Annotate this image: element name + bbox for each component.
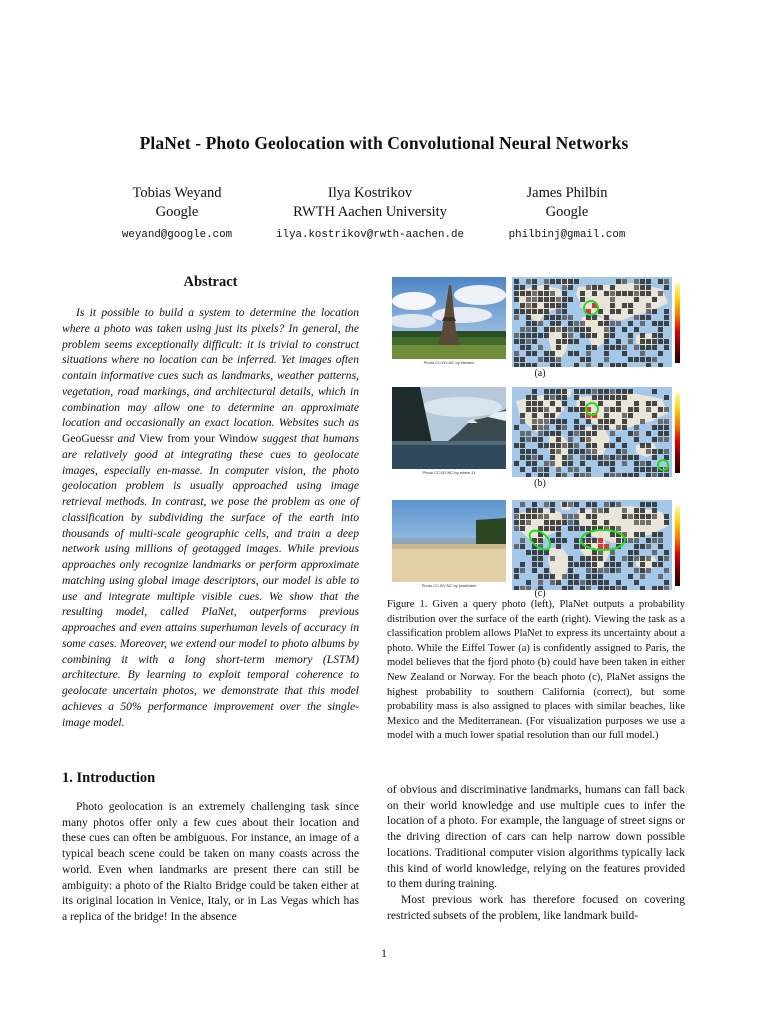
query-photo-beach	[392, 500, 506, 582]
author-affiliation: RWTH Aachen University	[293, 204, 447, 220]
prediction-highlight	[526, 527, 553, 553]
figure-panel-c	[392, 500, 688, 592]
author-name: James Philbin	[526, 185, 608, 201]
section-heading: 1. Introduction	[62, 770, 156, 786]
author-email: ilya.kostrikov@rwth-aachen.de	[276, 229, 464, 241]
intro-paragraph-continued: of obvious and discriminative landmarks, humans can fall back on their world knowledge and use multiple cues to infer the location of a photo. For example, the language of street signs or the driving direction of cars can help narrow down possible locations. Traditional computer vision algorithms typically lack this kind of world knowledge, relying on the features provided to them during training.	[387, 783, 685, 891]
abstract-body	[62, 305, 359, 730]
photo-credit: Photo CC-BY-NC by edwin.11	[422, 470, 476, 475]
probability-map	[512, 387, 672, 477]
figure-panel-a	[392, 277, 688, 369]
author-block	[447, 184, 687, 242]
figure-sublabel: (a)	[534, 368, 546, 379]
figure-sublabel: (c)	[534, 588, 546, 599]
prediction-highlight	[581, 530, 625, 550]
right-column-text	[387, 782, 685, 923]
probability-colorbar	[675, 506, 680, 586]
probability-map	[512, 277, 672, 367]
photo-credit: Photo CC-BY-NC by stevekc	[423, 360, 475, 365]
author-name: Ilya Kostrikov	[327, 185, 413, 201]
figure-sublabel: (b)	[534, 478, 546, 489]
abstract-text: and	[113, 432, 139, 445]
author-affiliation: Google	[545, 204, 589, 220]
abstract-heading: Abstract	[183, 274, 238, 290]
author-email: philbinj@gmail.com	[508, 229, 626, 241]
page-number: 1	[381, 946, 387, 960]
abstract-text: suggest that humans are relatively good at integrating these cues to geolocate images, especially en-masse. In computer vision, the photo geolocation problem is usually approached using image retrieval methods. In contrast, we pose the problem as one of classification by subdividing the surface of the earth into thousands of multi-scale geographic cells, and train a deep network using millions of geotagged images. While previous approaches only recognize landmarks or perform approximate matching using global image descriptors, our model is able to use and integrate multiple visible cues. We show that the resulting model, called PlaNet, outperforms previous approaches and even attains superhuman levels of accuracy in some cases. Moreover, we extend our model to photo albums by combining it with a long short-term memory (LSTM) architecture. By learning to exploit temporal coherence to geolocate uncertain photos, we demonstrate that this model achieves a 50% performance improvement over the single-image model.	[62, 432, 359, 729]
author-name: Tobias Weyand	[132, 185, 222, 201]
query-photo-fjord	[392, 387, 506, 469]
probability-map	[512, 500, 672, 590]
author-email: weyand@google.com	[121, 229, 233, 241]
query-photo-eiffel-tower	[392, 277, 506, 359]
figure-caption: Figure 1. Given a query photo (left), PlaNet outputs a probability distribution over the surface of the earth (right). Viewing the task as a classification problem allows PlaNet to express its uncertainty about a photo. While the Eiffel Tower (a) is confidently assigned to Paris, the model believes that the fjord photo (b) could have been taken in either New Zealand or Norway. For the beach photo (c), PlaNet assigns the highest probability to southern California (correct), but some probability mass is also assigned to places with similar beaches, like Mexico and the Mediterranean. (For visualization purposes we use a model with a much lower spatial resolution than our full model.)	[387, 599, 685, 742]
probability-colorbar	[675, 393, 680, 473]
figure-panel-b	[392, 387, 688, 479]
abstract-view-from-window: View from your Window	[138, 432, 259, 445]
intro-paragraph: Most previous work has therefore focused on covering restricted subsets of the problem, like landmark build-	[387, 892, 685, 922]
prediction-highlight	[586, 403, 598, 415]
probability-colorbar	[675, 283, 680, 363]
prediction-highlight	[658, 460, 668, 470]
prediction-highlight	[584, 301, 598, 315]
abstract-geoguessr: GeoGuessr	[62, 432, 114, 445]
intro-paragraph: Photo geolocation is an extremely challenging task since many photos offer only a few cues about their location and these cues can often be ambiguous. For instance, an image of a typical beach scene could be taken on many coasts across the world. Even when landmarks are present there can still be ambiguity: a photo of the Rialto Bridge could be taken either at its original location in Venice, Italy, or in Las Vegas which has a replica of the bridge! In the absence	[62, 800, 359, 923]
abstract-text: Is it possible to build a system to determine the location where a photo was taken using just its pixels? In general, the problem seems exceptionally difficult: it is trivial to construct situations where no location can be inferred. Yet images often contain informative cues such as landmarks, weather patterns, vegetation, road markings, and architectural details, which in combination may allow one to determine an approximate location and occasionally an exact location. Websites such as	[62, 306, 359, 430]
author-affiliation: Google	[155, 204, 199, 220]
photo-credit: Photo CC-BY-NC by jonathanh	[421, 583, 477, 588]
paper-title: PlaNet - Photo Geolocation with Convolutional Neural Networks	[139, 133, 629, 153]
